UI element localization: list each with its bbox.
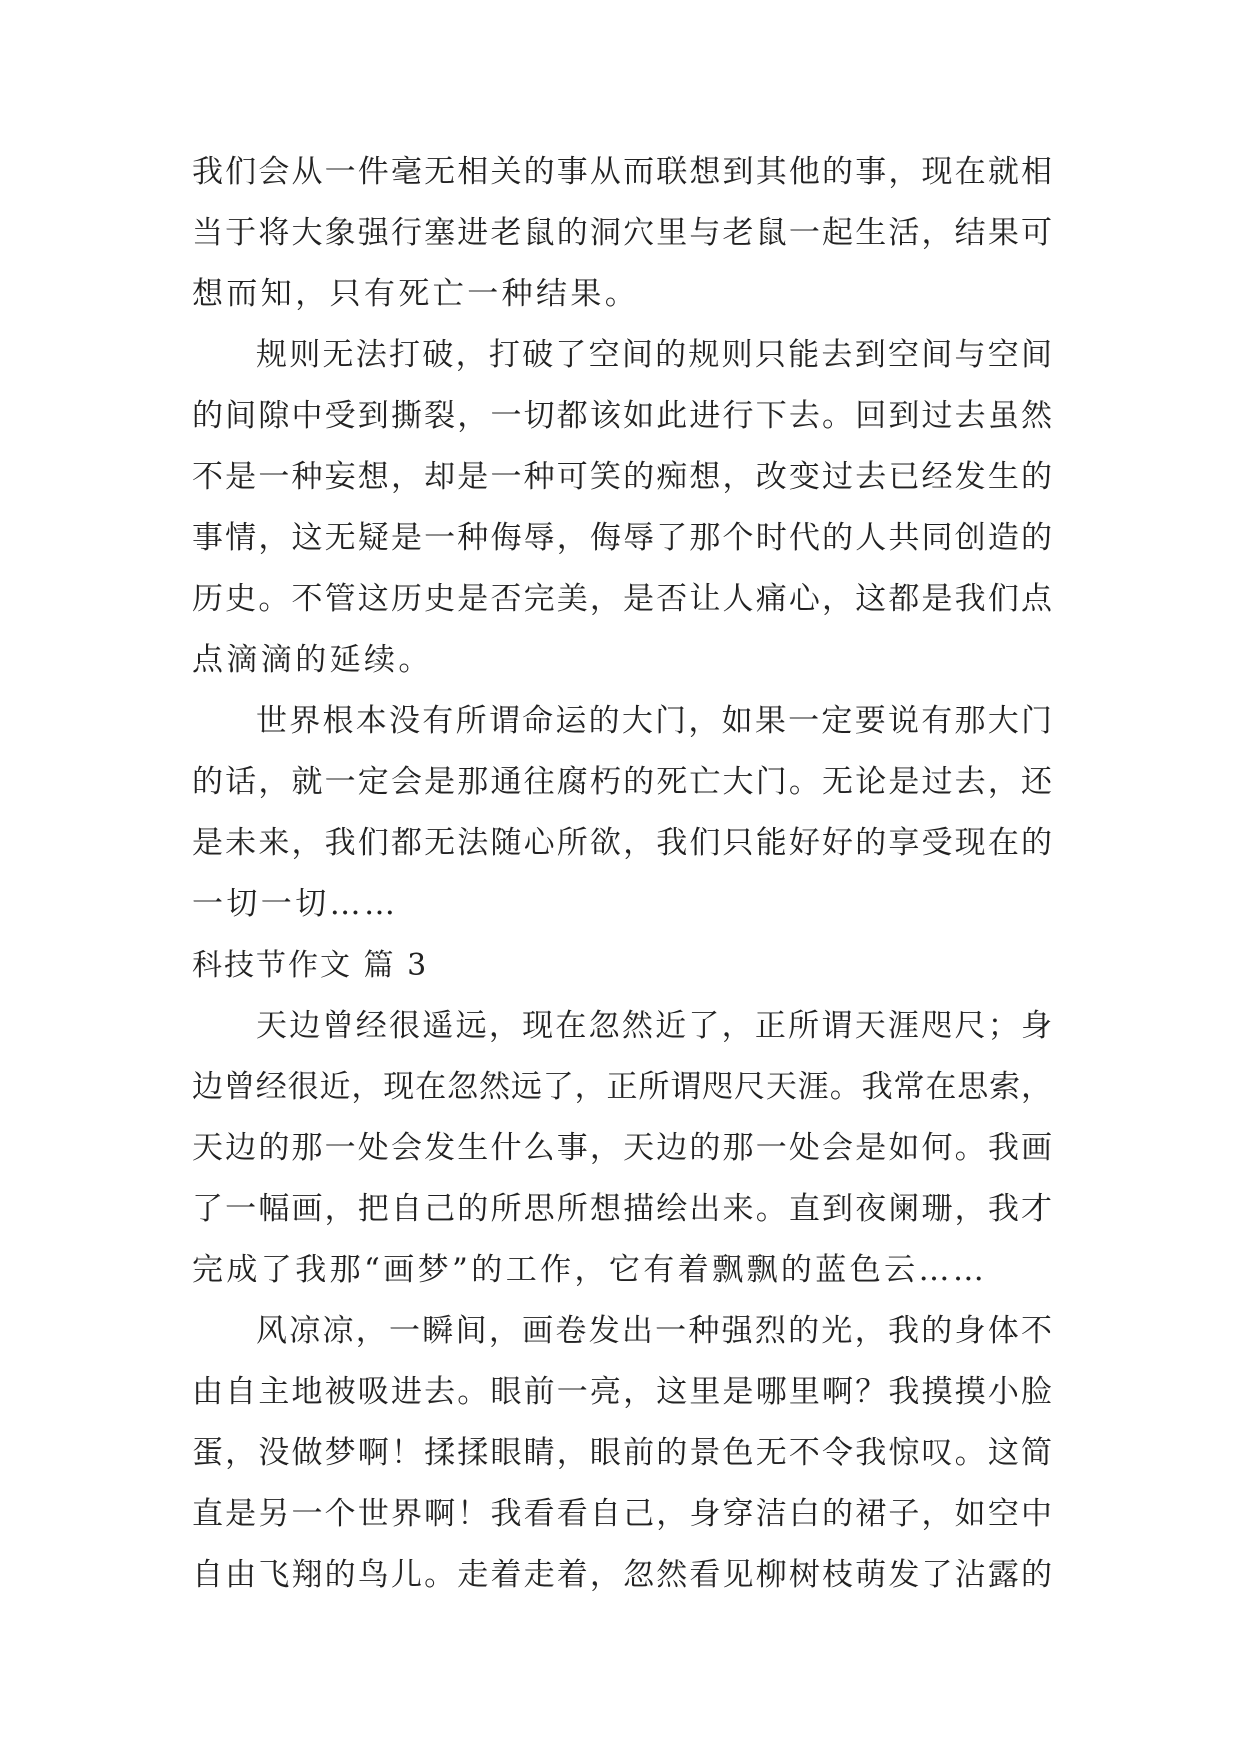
text-line: 天边的那一处会发生什么事，天边的那一处会是如何。我画 (192, 1130, 1052, 1166)
text-line: 直是另一个世界啊！我看看自己，身穿洁白的裙子，如空中 (192, 1496, 1052, 1532)
paragraph-first-line: 天边曾经很遥远，现在忽然近了，正所谓天涯咫尺；身 (256, 1008, 1052, 1044)
text-line: 的话，就一定会是那通往腐朽的死亡大门。无论是过去，还 (192, 764, 1052, 800)
paragraph-first-line: 风凉凉，一瞬间，画卷发出一种强烈的光，我的身体不 (256, 1313, 1052, 1349)
text-line: 一切一切…… (192, 886, 399, 922)
document-body (192, 142, 1052, 1606)
paragraph-first-line: 规则无法打破，打破了空间的规则只能去到空间与空间 (256, 337, 1052, 373)
text-line: 不是一种妄想，却是一种可笑的痴想，改变过去已经发生的 (192, 459, 1052, 495)
text-line: 由自主地被吸进去。眼前一亮，这里是哪里啊？我摸摸小脸 (192, 1374, 1052, 1410)
text-line: 了一幅画，把自己的所思所想描绘出来。直到夜阑珊，我才 (192, 1191, 1052, 1227)
text-line: 自由飞翔的鸟儿。走着走着，忽然看见柳树枝萌发了沾露的 (192, 1557, 1052, 1593)
text-line: 我们会从一件毫无相关的事从而联想到其他的事，现在就相 (192, 154, 1052, 190)
text-line: 完成了我那“画梦”的工作，它有着飘飘的蓝色云…… (192, 1252, 988, 1288)
text-line: 边曾经很近，现在忽然远了，正所谓咫尺天涯。我常在思索， (192, 1069, 1052, 1105)
text-line: 想而知，只有死亡一种结果。 (192, 276, 640, 312)
text-line: 的间隙中受到撕裂，一切都该如此进行下去。回到过去虽然 (192, 398, 1052, 434)
text-line: 点滴滴的延续。 (192, 642, 433, 678)
text-line: 当于将大象强行塞进老鼠的洞穴里与老鼠一起生活，结果可 (192, 215, 1052, 251)
text-line: 是未来，我们都无法随心所欲，我们只能好好的享受现在的 (192, 825, 1052, 861)
text-line: 事情，这无疑是一种侮辱，侮辱了那个时代的人共同创造的 (192, 520, 1052, 556)
text-line: 历史。不管这历史是否完美，是否让人痛心，这都是我们点 (192, 581, 1052, 617)
section-heading: 科技节作文 篇 3 (192, 948, 429, 983)
text-line: 蛋，没做梦啊！揉揉眼睛，眼前的景色无不令我惊叹。这简 (192, 1435, 1052, 1471)
paragraph-first-line: 世界根本没有所谓命运的大门，如果一定要说有那大门 (256, 703, 1052, 739)
